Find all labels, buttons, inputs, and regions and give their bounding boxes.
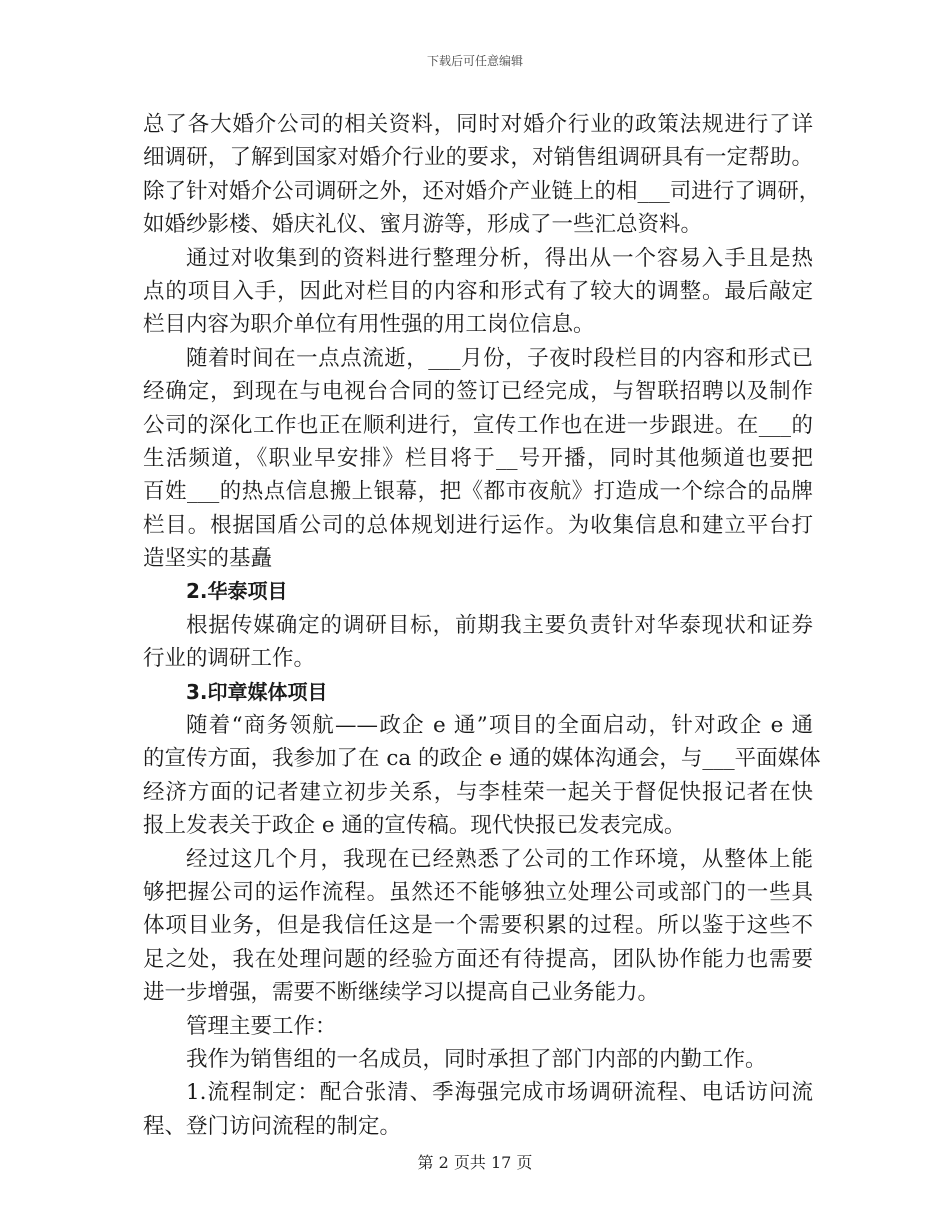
text-line: 栏目。根据国盾公司的总体规划进行运作。为收集信息和建立平台打 — [143, 512, 813, 538]
section-heading: 2.华泰项目 — [186, 579, 288, 604]
text-line: 经济方面的记者建立初步关系，与李桂荣一起关于督促快报记者在快 — [143, 779, 813, 805]
text-line: 行业的调研工作。 — [143, 646, 316, 672]
text-line: 报上发表关于政企 e 通的宣传稿。现代快报已发表完成。 — [143, 813, 686, 839]
text-line: 随着时间在一点点流逝，___月份，子夜时段栏目的内容和形式已 — [186, 345, 813, 371]
page-header: 下载后可任意编辑 — [426, 54, 523, 68]
text-line: 够把握公司的运作流程。虽然还不能够独立处理公司或部门的一些具 — [143, 879, 813, 905]
text-line: 栏目内容为职介单位有用性强的用工岗位信息。 — [143, 312, 595, 338]
text-line: 生活频道，《职业早安排》栏目将于__号开播，同时其他频道也要把 — [143, 445, 813, 471]
text-line: 1.流程制定：配合张清、季海强完成市场调研流程、电话访问流 — [186, 1080, 813, 1106]
text-line: 细调研，了解到国家对婚介行业的要求，对销售组调研具有一定帮助。 — [143, 145, 813, 171]
text-line: 公司的深化工作也正在顺利进行，宣传工作也在进一步跟进。在___的 — [143, 412, 813, 438]
text-line: 随着“商务领航——政企 e 通”项目的全面启动，针对政企 e 通 — [186, 713, 813, 739]
text-line: 点的项目入手，因此对栏目的内容和形式有了较大的调整。最后敲定 — [143, 278, 813, 304]
section-heading: 3.印章媒体项目 — [186, 679, 328, 704]
text-line: 经确定，到现在与电视台合同的签订已经完成，与智联招聘以及制作 — [143, 379, 813, 405]
text-line: 经过这几个月，我现在已经熟悉了公司的工作环境，从整体上能 — [186, 846, 813, 872]
text-line: 体项目业务，但是我信任这是一个需要积累的过程。所以鉴于这些不 — [143, 913, 813, 939]
document-body — [143, 108, 821, 1143]
text-line: 我作为销售组的一名成员，同时承担了部门内部的内勤工作。 — [186, 1046, 767, 1072]
text-line: 总了各大婚介公司的相关资料，同时对婚介行业的政策法规进行了详 — [143, 112, 813, 137]
page-footer: 第 2 页共 17 页 — [417, 1153, 533, 1172]
text-line: 的宣传方面，我参加了在 ca 的政企 e 通的媒体沟通会，与___平面媒体 — [143, 746, 821, 772]
text-line: 根据传媒确定的调研目标，前期我主要负责针对华泰现状和证券 — [186, 612, 813, 638]
text-line: 除了针对婚介公司调研之外，还对婚介产业链上的相___司进行了调研， — [143, 178, 821, 204]
text-line: 通过对收集到的资料进行整理分析，得出从一个容易入手且是热 — [186, 245, 813, 271]
text-line: 进一步增强，需要不断继续学习以提高自己业务能力。 — [143, 980, 660, 1006]
text-line: 百姓___的热点信息搬上银幕，把《都市夜航》打造成一个综合的品牌 — [143, 479, 813, 505]
text-line: 造坚实的基矗 — [143, 546, 273, 572]
text-line: 足之处，我在处理问题的经验方面还有待提高，团队协作能力也需要 — [143, 946, 813, 972]
text-line: 管理主要工作： — [186, 1013, 337, 1039]
text-line: 程、登门访问流程的制定。 — [143, 1113, 402, 1139]
text-line: 如婚纱影楼、婚庆礼仪、蜜月游等，形成了一些汇总资料。 — [143, 212, 703, 238]
